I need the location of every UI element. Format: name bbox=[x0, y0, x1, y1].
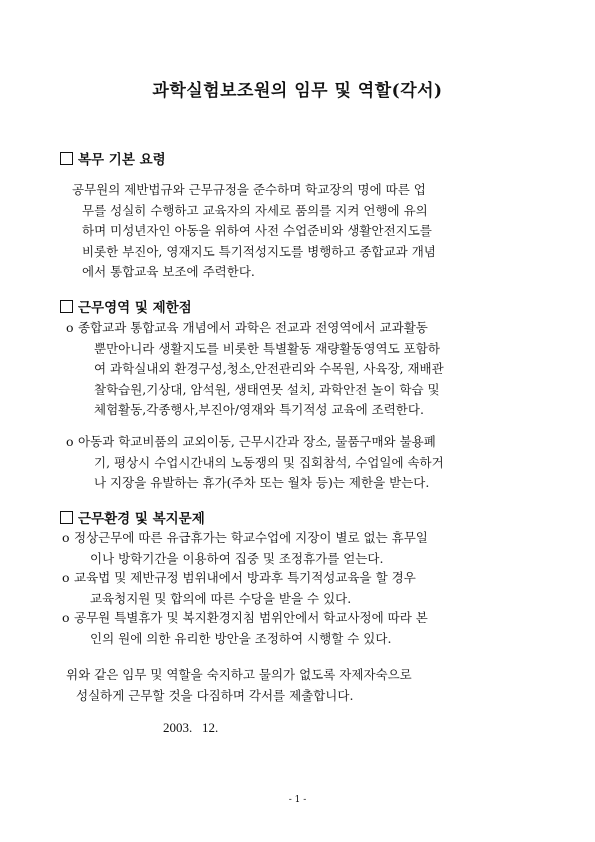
list-item bbox=[62, 568, 416, 609]
body-line: 위와 같은 임무 및 역할을 숙지하고 물의가 없도록 자제자숙으로 bbox=[66, 667, 412, 682]
section-heading-basic-duty bbox=[60, 148, 166, 168]
body-line: 종합교과 통합교육 개념에서 과학은 전교과 전영역에서 교과활동 bbox=[78, 320, 428, 335]
section-heading-label: 복무 기본 요령 bbox=[78, 152, 166, 168]
square-bullet-icon bbox=[60, 300, 73, 313]
bullet-mark: o bbox=[62, 530, 70, 545]
date: 2003. 12. bbox=[163, 720, 219, 735]
bullet-mark: o bbox=[62, 610, 70, 625]
section-basic-duty-body bbox=[72, 180, 436, 283]
list-item bbox=[62, 608, 428, 649]
body-line: 찰학습원,기상대, 암석원, 생태연못 설치, 과학안전 놀이 학습 및 bbox=[94, 381, 440, 397]
bullet-mark: o bbox=[66, 434, 74, 449]
body-line: 비롯한 부진아, 영재지도 특기적성지도를 병행하고 종합교과 개념 bbox=[82, 243, 436, 259]
body-line: 뿐만아니라 생활지도를 비롯한 특별활동 재량활동영역도 포함하 bbox=[94, 340, 440, 356]
section-heading-label: 근무환경 및 복지문제 bbox=[78, 511, 205, 527]
body-line: 여 과학실내외 환경구성,청소,안전관리와 수목원, 사육장, 재배관 bbox=[94, 361, 444, 376]
bullet-mark: o bbox=[62, 570, 70, 585]
body-line: 에서 통합교육 보조에 주력한다. bbox=[82, 264, 255, 279]
page-number: - 1 - bbox=[288, 795, 307, 805]
square-bullet-icon bbox=[60, 152, 73, 165]
section-heading-label: 근무영역 및 제한점 bbox=[78, 300, 192, 316]
section-heading-welfare bbox=[60, 507, 205, 527]
body-line: 무를 성실히 수행하고 교육자의 자세로 품의를 지켜 언행에 유의 bbox=[82, 202, 428, 218]
list-item bbox=[62, 528, 428, 569]
closing-statement bbox=[66, 665, 412, 706]
body-line: 나 지장을 유발하는 휴가(주차 또는 월차 등)는 제한을 받는다. bbox=[94, 475, 430, 490]
body-line: 공무원 특별휴가 및 복지환경지침 범위안에서 학교사정에 따라 본 bbox=[74, 610, 428, 625]
body-line: 공무원의 제반법규와 근무규정을 준수하며 학교장의 명에 따른 업 bbox=[72, 182, 426, 197]
square-bullet-icon bbox=[60, 511, 73, 524]
body-line: 인의 원에 의한 유리한 방안을 조정하여 시행할 수 있다. bbox=[90, 630, 392, 646]
body-line: 기, 평상시 수업시간내의 노동쟁의 및 집회참석, 수업일에 속하거 bbox=[94, 454, 444, 470]
body-line: 교육법 및 제반규정 범위내에서 방과후 특기적성교육을 할 경우 bbox=[74, 570, 416, 585]
list-item bbox=[66, 432, 444, 494]
body-line: 교육청지원 및 합의에 따른 수당을 받을 수 있다. bbox=[90, 590, 352, 606]
body-line: 아동과 학교비품의 교외이동, 근무시간과 장소, 물품구매와 불용폐 bbox=[78, 434, 436, 449]
body-line: 성실하게 근무할 것을 다짐하며 각서를 제출합니다. bbox=[76, 687, 354, 703]
list-item bbox=[66, 318, 444, 421]
body-line: 정상근무에 따른 유급휴가는 학교수업에 지장이 별로 없는 휴무일 bbox=[74, 530, 428, 545]
body-line: 하며 미성년자인 아동을 위하여 사전 수업준비와 생활안전지도를 bbox=[82, 223, 432, 238]
body-line: 이나 방학기간을 이용하여 집중 및 조정휴가를 얻는다. bbox=[90, 550, 384, 566]
document-title: 과학실험보조원의 임무 및 역할(각서) bbox=[152, 81, 443, 101]
section-heading-work-area bbox=[60, 296, 192, 316]
body-line: 체험활동,각종행사,부진아/영재와 특기적성 교육에 조력한다. bbox=[94, 402, 424, 417]
bullet-mark: o bbox=[66, 320, 74, 335]
